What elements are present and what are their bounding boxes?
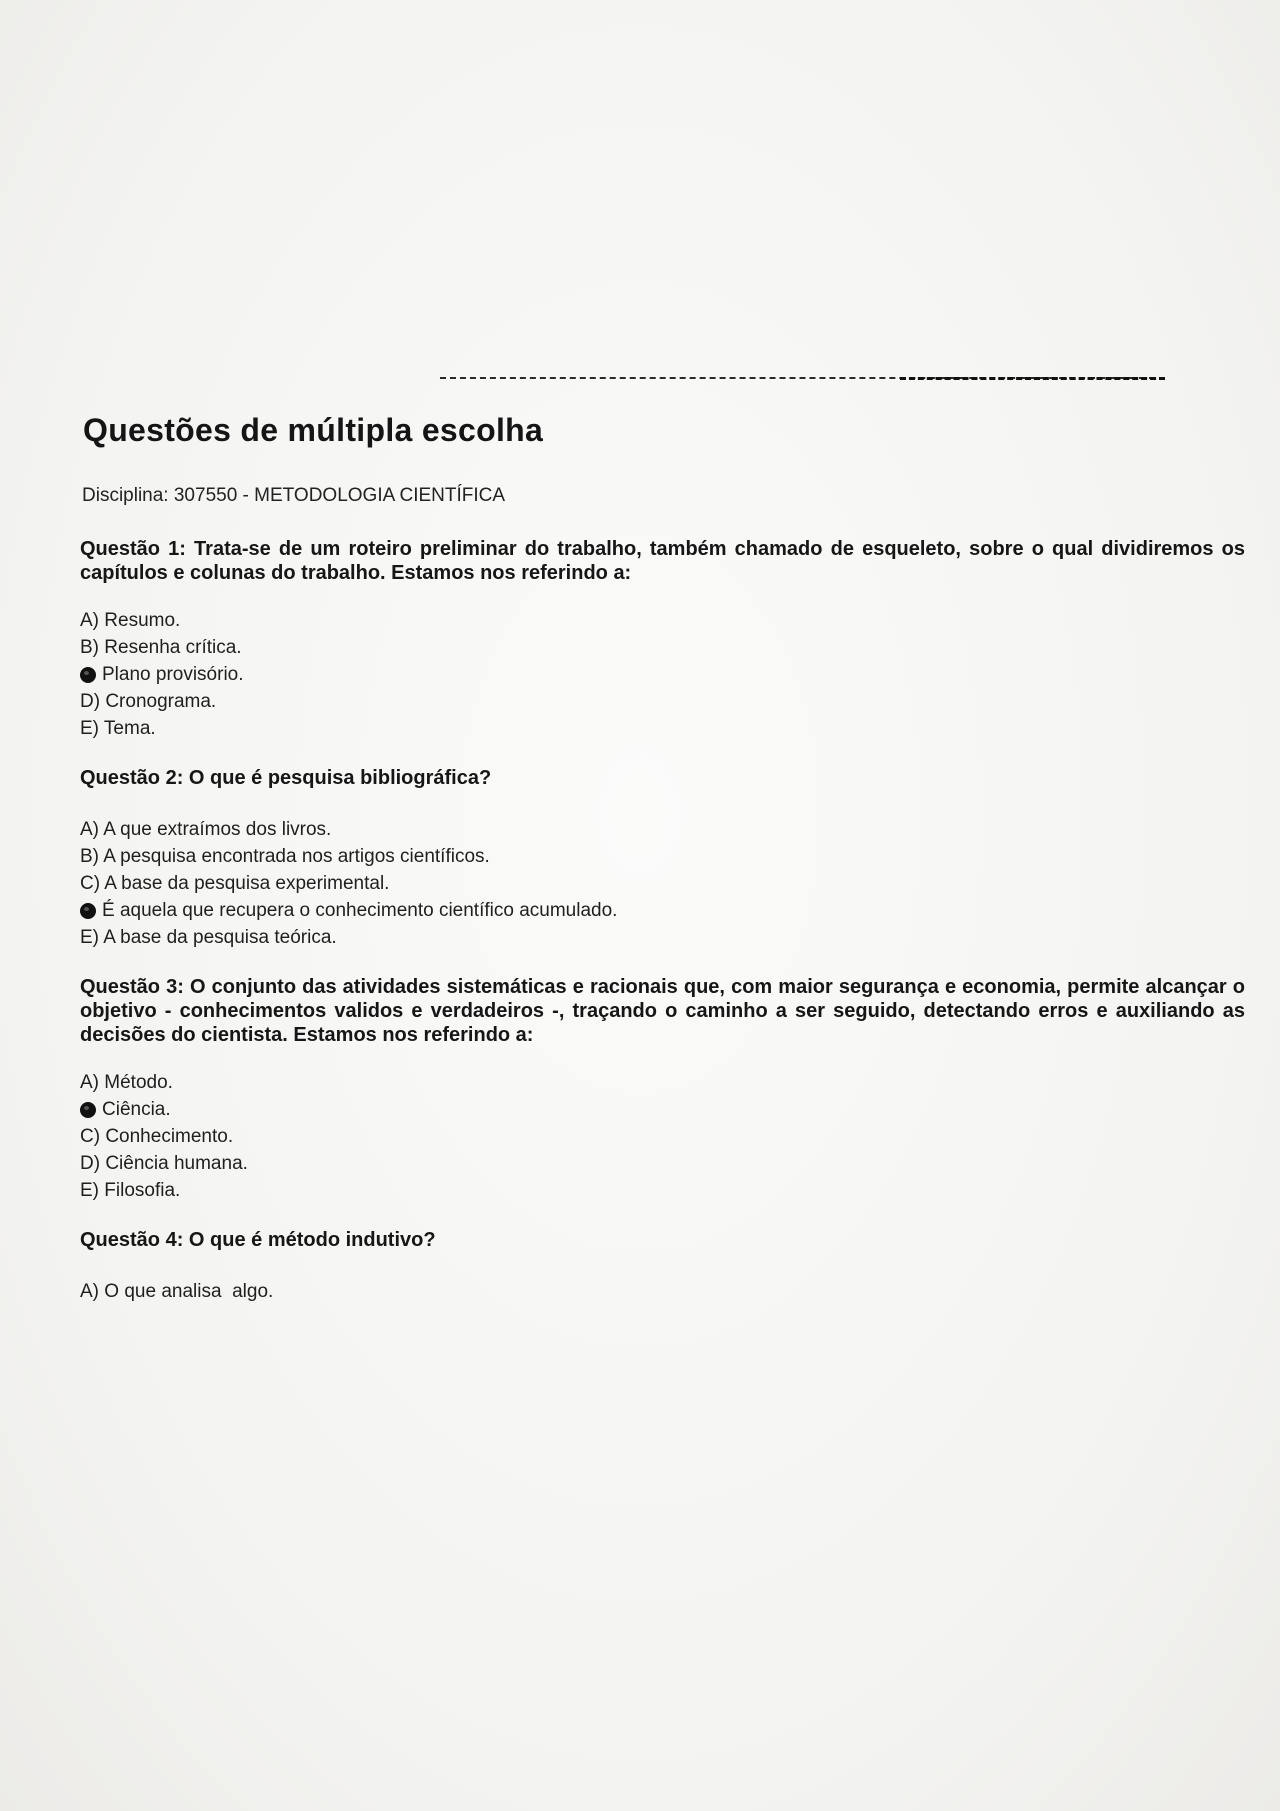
option-label: D) Ciência humana.: [80, 1153, 248, 1174]
option-a: [80, 1278, 1245, 1305]
option-c: [80, 1123, 1245, 1150]
option-a: [80, 607, 1245, 634]
option-b: [80, 634, 1245, 661]
filled-answer-mark-icon: [80, 903, 96, 919]
separator-line-right: [900, 377, 1165, 380]
question-1: [80, 537, 1245, 742]
option-label: Ciência.: [102, 1099, 171, 1120]
filled-answer-mark-icon: [80, 667, 96, 683]
option-label: C) Conhecimento.: [80, 1126, 234, 1147]
question-4: [80, 1228, 1245, 1305]
option-label: A) A que extraímos dos livros.: [80, 819, 332, 840]
filled-answer-mark-icon: [80, 1102, 96, 1118]
option-label: A) Resumo.: [80, 610, 181, 631]
question-3-options: [80, 1069, 1245, 1204]
option-c-marked: [80, 661, 1245, 688]
option-label: Plano provisório.: [102, 664, 244, 685]
option-b-marked: [80, 1096, 1245, 1123]
option-d: [80, 688, 1245, 715]
exam-content: [80, 412, 1245, 1329]
option-e: [80, 1177, 1245, 1204]
option-label: B) Resenha crítica.: [80, 637, 242, 658]
question-1-options: [80, 607, 1245, 742]
option-d: [80, 1150, 1245, 1177]
option-label: E) Tema.: [80, 718, 156, 739]
option-label: E) A base da pesquisa teórica.: [80, 927, 337, 948]
option-label: D) Cronograma.: [80, 691, 217, 712]
question-3: [80, 975, 1245, 1204]
option-label: É aquela que recupera o conhecimento científico acumulado.: [102, 900, 618, 921]
option-label: E) Filosofia.: [80, 1180, 181, 1201]
option-label: C) A base da pesquisa experimental.: [80, 873, 390, 894]
option-c: [80, 870, 1245, 897]
question-4-stem: Questão 4: O que é método indutivo?: [80, 1229, 436, 1251]
option-label: B) A pesquisa encontrada nos artigos científicos.: [80, 846, 490, 867]
option-e: [80, 715, 1245, 742]
question-3-stem: Questão 3: O conjunto das atividades sistemáticas e racionais que, com maior segurança e economia, permite alcançar o objetivo - conhecimentos validos e verdadeiros -, traçando o caminho a ser seguido, detectando erros e auxiliando as decisões do cientista. Estamos nos referindo a:: [80, 976, 1245, 1046]
question-2: [80, 766, 1245, 951]
page-title: Questões de múltipla escolha: [83, 412, 544, 448]
option-label: A) O que analisa algo.: [80, 1281, 274, 1302]
question-4-options: [80, 1278, 1245, 1305]
question-1-stem: Questão 1: Trata-se de um roteiro preliminar do trabalho, também chamado de esqueleto, sobre o qual dividiremos os capítulos e colunas do trabalho. Estamos nos referindo a:: [80, 538, 1245, 584]
option-d-marked: [80, 897, 1245, 924]
discipline-label: Disciplina: 307550 - METODOLOGIA CIENTÍFICA: [82, 485, 506, 506]
option-label: A) Método.: [80, 1072, 173, 1093]
question-2-options: [80, 816, 1245, 951]
question-2-stem: Questão 2: O que é pesquisa bibliográfica?: [80, 767, 492, 789]
option-b: [80, 843, 1245, 870]
option-a: [80, 816, 1245, 843]
option-a: [80, 1069, 1245, 1096]
option-e: [80, 924, 1245, 951]
